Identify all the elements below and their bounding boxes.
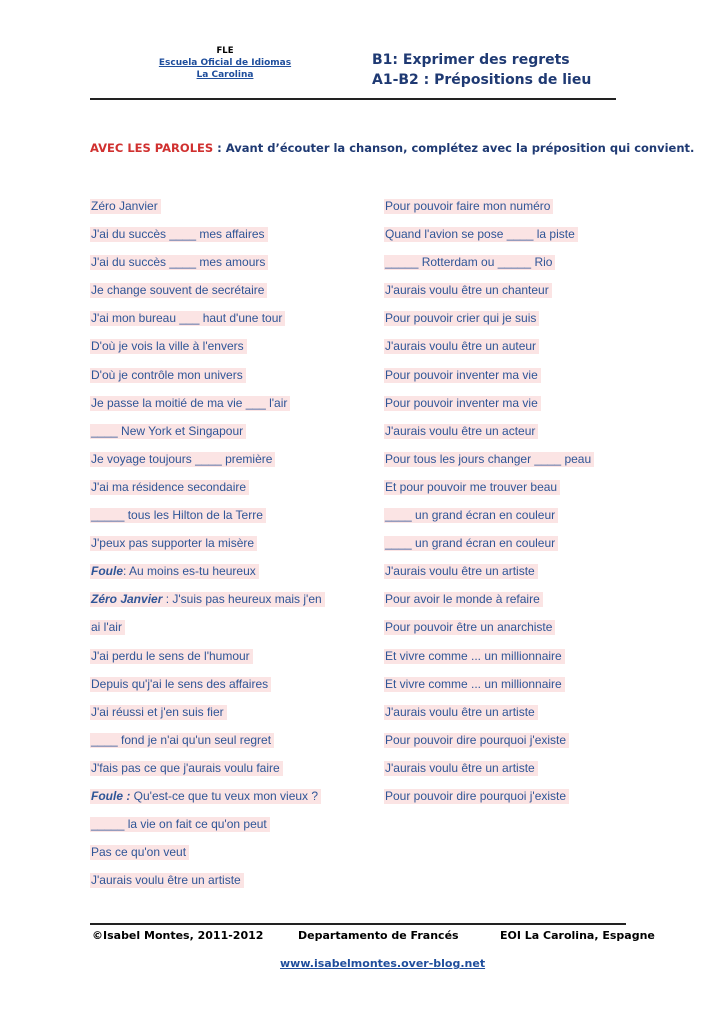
lyric-line	[90, 647, 358, 675]
lyric-text: Quand l'avion se pose ____ la piste	[384, 227, 578, 242]
lyric-text: J'peux pas supporter la misère	[90, 536, 257, 551]
lyric-line	[90, 478, 358, 506]
lyric-line	[90, 422, 358, 450]
lyric-line	[384, 281, 614, 309]
lyric-text: J'ai perdu le sens de l'humour	[90, 649, 253, 664]
lyric-text: Foule: Au moins es-tu heureux	[90, 564, 259, 579]
lyric-line	[90, 731, 358, 759]
lyrics-left-column	[90, 197, 358, 899]
school-header	[140, 46, 310, 81]
lyric-line	[384, 703, 614, 731]
lyric-line	[384, 478, 614, 506]
lyric-line	[384, 253, 614, 281]
lyric-text: Pour pouvoir inventer ma vie	[384, 396, 541, 411]
lyric-line	[90, 843, 358, 871]
lyric-text: Pour pouvoir inventer ma vie	[384, 368, 541, 383]
lyric-line	[384, 366, 614, 394]
lyric-text: J'aurais voulu être un artiste	[384, 761, 538, 776]
title-level-b1: B1: Exprimer des regrets	[372, 52, 570, 68]
blog-link[interactable]: www.isabelmontes.over-blog.net	[280, 957, 486, 970]
city-link[interactable]: La Carolina	[196, 70, 254, 80]
lyric-text: Je voyage toujours ____ première	[90, 452, 275, 467]
lyric-text: Pour pouvoir être un anarchiste	[384, 620, 555, 635]
lyric-line	[90, 703, 358, 731]
lyric-text: Pour pouvoir crier qui je suis	[384, 311, 539, 326]
lyric-line	[90, 815, 358, 843]
lyric-line	[90, 562, 358, 590]
footer-school: EOI La Carolina, Espagne	[500, 929, 655, 942]
lyric-line	[90, 450, 358, 478]
lyric-line	[90, 281, 358, 309]
lyric-line	[384, 225, 614, 253]
lyric-line	[90, 534, 358, 562]
lyric-line	[384, 337, 614, 365]
lyric-text: Pour pouvoir dire pourquoi j'existe	[384, 789, 569, 804]
lyric-text: J'aurais voulu être un artiste	[384, 564, 538, 579]
lyric-line	[384, 787, 614, 815]
lyric-line	[90, 787, 358, 815]
footer-department: Departamento de Francés	[298, 929, 459, 942]
lyric-line	[90, 225, 358, 253]
lyric-text: Je passe la moitié de ma vie ___ l'air	[90, 396, 290, 411]
lyric-text: Pas ce qu'on veut	[90, 845, 189, 860]
lyric-line	[384, 534, 614, 562]
lyric-text: Et vivre comme ... un millionnaire	[384, 649, 565, 664]
lyric-line	[90, 506, 358, 534]
title-level-a1-b2: A1-B2 : Prépositions de lieu	[372, 72, 592, 88]
lyric-line	[384, 562, 614, 590]
speaker-name: Foule :	[91, 788, 131, 803]
lyric-text: J'ai du succès ____ mes amours	[90, 255, 268, 270]
lyric-text: J'aurais voulu être un acteur	[384, 424, 538, 439]
school-name-link[interactable]: Escuela Oficial de Idiomas	[158, 58, 292, 68]
lyric-line	[384, 506, 614, 534]
lyric-line	[384, 759, 614, 787]
lyric-text: Pour tous les jours changer ____ peau	[384, 452, 594, 467]
lyric-line	[90, 197, 358, 225]
lyric-line	[384, 450, 614, 478]
lyric-line	[384, 422, 614, 450]
lyric-text: ai l'air	[90, 620, 125, 635]
exercise-instruction	[90, 141, 695, 155]
lyric-text: J'ai réussi et j'en suis fier	[90, 705, 227, 720]
lyric-text: J'ai mon bureau ___ haut d'une tour	[90, 311, 285, 326]
footer-author: ©Isabel Montes, 2011-2012	[92, 929, 264, 942]
instruction-lead: AVEC LES PAROLES	[90, 141, 214, 155]
lyric-text: ____ fond je n'ai qu'un seul regret	[90, 733, 274, 748]
lyric-line	[384, 394, 614, 422]
lyric-line	[384, 590, 614, 618]
worksheet-title	[372, 50, 591, 90]
footer-divider	[90, 923, 626, 925]
lyric-text: _____ Rotterdam ou _____ Rio	[384, 255, 555, 270]
lyric-line	[384, 309, 614, 337]
fle-label: FLE	[216, 46, 234, 56]
lyric-line	[384, 197, 614, 225]
lyrics-right-column	[384, 197, 614, 815]
lyric-line	[90, 253, 358, 281]
lyric-line	[90, 759, 358, 787]
lyric-text: Pour avoir le monde à refaire	[384, 592, 543, 607]
lyric-text: Et pour pouvoir me trouver beau	[384, 480, 560, 495]
lyric-text: Zéro Janvier	[90, 199, 161, 214]
lyric-text: ____ un grand écran en couleur	[384, 536, 558, 551]
lyric-text: D'où je vois la ville à l'envers	[90, 339, 247, 354]
lyric-line	[90, 309, 358, 337]
lyric-line	[384, 731, 614, 759]
speaker-name: Foule	[91, 564, 123, 579]
speaker-name: Zéro Janvier	[91, 592, 163, 607]
lyric-line	[90, 590, 358, 618]
lyric-text: Depuis qu'j'ai le sens des affaires	[90, 677, 271, 692]
lyric-line	[90, 394, 358, 422]
lyric-line	[384, 675, 614, 703]
lyric-text: Et vivre comme ... un millionnaire	[384, 677, 565, 692]
header-divider	[90, 98, 616, 100]
lyric-line	[90, 337, 358, 365]
lyric-text: Foule : Qu'est-ce que tu veux mon vieux ?	[90, 789, 321, 804]
lyric-text: ____ un grand écran en couleur	[384, 508, 558, 523]
lyric-text: Pour pouvoir dire pourquoi j'existe	[384, 733, 569, 748]
lyric-line	[90, 366, 358, 394]
lyric-text: J'ai ma résidence secondaire	[90, 480, 249, 495]
lyric-text: J'fais pas ce que j'aurais voulu faire	[90, 761, 283, 776]
lyric-text: J'aurais voulu être un auteur	[384, 339, 539, 354]
instruction-text: : Avant d’écouter la chanson, complétez avec la préposition qui convient.	[213, 141, 695, 155]
lyric-line	[384, 647, 614, 675]
lyric-text: J'aurais voulu être un artiste	[384, 705, 538, 720]
lyric-line	[384, 618, 614, 646]
lyric-text: ____ New York et Singapour	[90, 424, 246, 439]
lyric-text: J'aurais voulu être un artiste	[90, 873, 244, 888]
lyric-text: Je change souvent de secrétaire	[90, 283, 267, 298]
lyric-text: J'ai du succès ____ mes affaires	[90, 227, 268, 242]
lyric-line	[90, 618, 358, 646]
lyric-text: J'aurais voulu être un chanteur	[384, 283, 552, 298]
lyric-line	[90, 871, 358, 899]
lyric-text: _____ tous les Hilton de la Terre	[90, 508, 266, 523]
lyric-line	[90, 675, 358, 703]
lyric-text: _____ la vie on fait ce qu'on peut	[90, 817, 270, 832]
lyric-text: Pour pouvoir faire mon numéro	[384, 199, 553, 214]
lyric-text: Zéro Janvier : J'suis pas heureux mais j'en	[90, 592, 325, 607]
lyric-text: D'où je contrôle mon univers	[90, 368, 246, 383]
